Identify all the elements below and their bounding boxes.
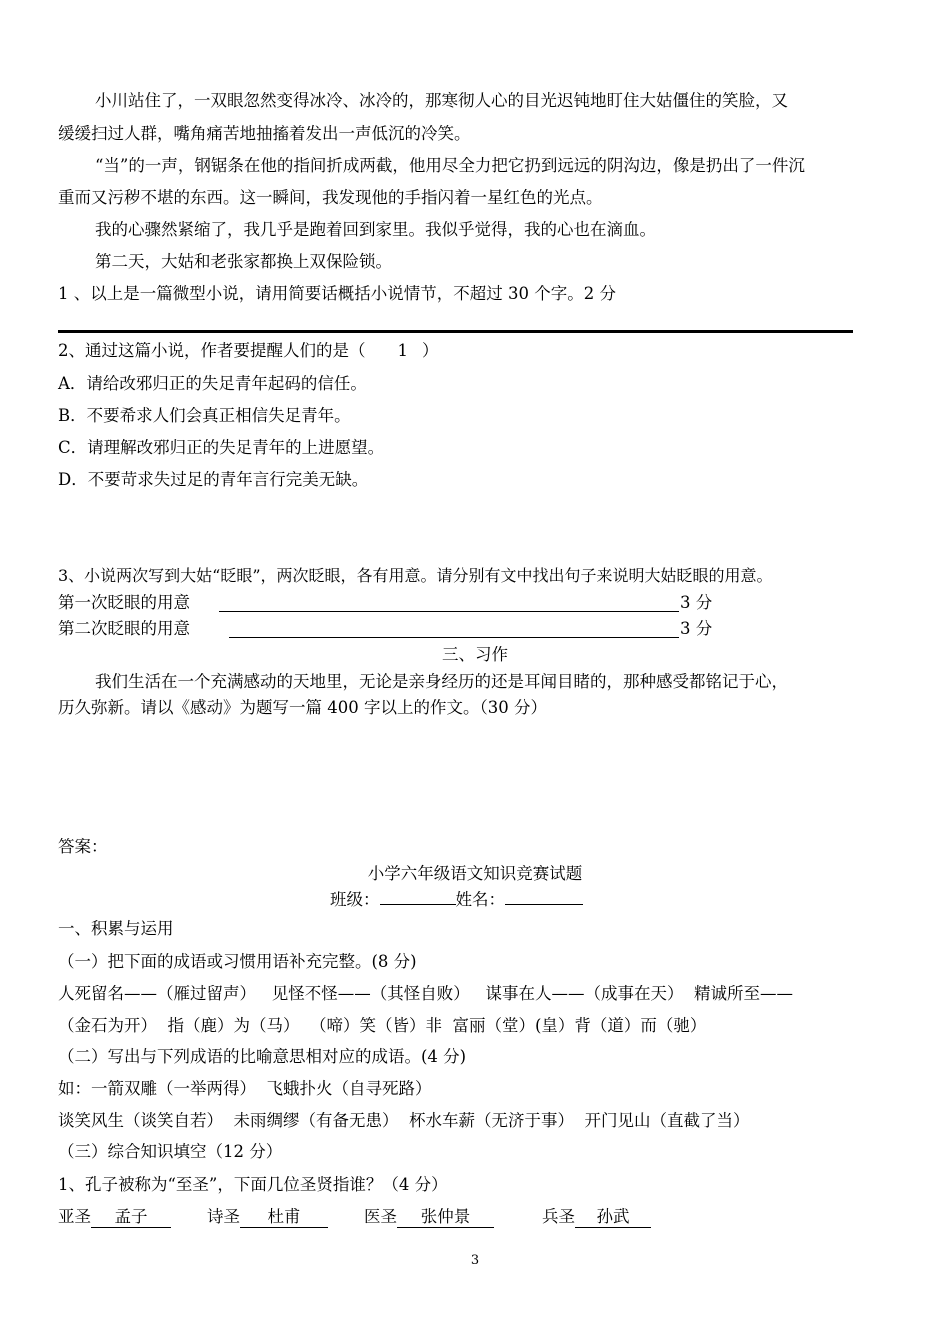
sage-answer-1: 孟子 (91, 1207, 171, 1228)
sage-answer-3: 张仲景 (397, 1207, 494, 1228)
question-3: 3、小说两次写到大姑“眨眼”，两次眨眼，各有用意。请分别有文中找出句子来说明大姑眨眼的用意。 (58, 566, 773, 585)
story-paragraph-2-line-2: 重而又污秽不堪的东西。这一瞬间，我发现他的手指闪着一星红色的光点。 (58, 188, 603, 207)
idiom-row-2: （金石为开） 指（鹿）为（马） （啼）笑（皆）非 富丽（堂）(皇）背（道）而（驰） (58, 1016, 707, 1035)
answers-title: 小学六年级语文知识竞赛试题 (367, 864, 583, 883)
story-paragraph-1-line-1: 小川站住了，一双眼忽然变得冰冷、冰冷的，那寒彻人心的目光迟钝地盯住大姑僵住的笑脸，又 (95, 91, 788, 110)
story-paragraph-2-line-1: “当”的一声，钢锯条在他的指间折成两截，他用尽全力把它扔到远远的阴沟边，像是扔出了一件沉 (95, 156, 805, 175)
sage-label-3: 医圣 (364, 1207, 397, 1226)
idiom-row-3: 如：一箭双雕（一举两得） 飞蛾扑火（自寻死路） (58, 1079, 432, 1098)
class-blank (380, 904, 456, 905)
composition-line-1: 我们生活在一个充满感动的天地里，无论是亲身经历的还是耳闻目睹的，那种感受都铭记于心， (95, 672, 788, 691)
name-label: 姓名： (455, 890, 505, 909)
q3-second-score: 3 分 (680, 619, 713, 638)
q3-first-blink-label: 第一次眨眼的用意 (58, 593, 190, 612)
subsection-3-heading: （三）综合知识填空（12 分） (58, 1142, 283, 1161)
subsection-1-heading: （一）把下面的成语或习惯用语补充完整。(8 分) (58, 952, 417, 971)
q3-second-blink-label: 第二次眨眼的用意 (58, 619, 190, 638)
option-a: A．请给改邪归正的失足青年起码的信任。 (58, 374, 367, 393)
option-d: D．不要苛求失过足的青年言行完美无缺。 (58, 470, 369, 489)
sage-answer-4: 孙武 (575, 1207, 651, 1228)
idiom-row-4: 谈笑风生（谈笑自若） 未雨绸缪（有备无患） 杯水车薪（无济于事） 开门见山（直截了当） (58, 1111, 750, 1130)
class-name-line (330, 889, 583, 911)
q3-first-score: 3 分 (680, 593, 713, 612)
composition-heading: 三、习作 (442, 645, 508, 664)
sage-label-1: 亚圣 (58, 1207, 91, 1226)
story-paragraph-1-line-2: 缓缓扫过人群，嘴角痛苦地抽搐着发出一声低沉的冷笑。 (58, 124, 471, 143)
sage-label-4: 兵圣 (542, 1207, 575, 1226)
question-2-text: 2、通过这篇小说，作者要提醒人们的是（ (58, 341, 366, 360)
question-2 (58, 340, 439, 362)
subsection-2-heading: （二）写出与下列成语的比喻意思相对应的成语。(4 分) (58, 1047, 467, 1066)
answer-line-q3-second (229, 637, 679, 638)
story-paragraph-4: 第二天，大姑和老张家都换上双保险锁。 (95, 252, 392, 271)
page-number: 3 (470, 1253, 480, 1268)
sage-row (58, 1206, 651, 1228)
idiom-row-1: 人死留名——（雁过留声） 见怪不怪——（其怪自败） 谋事在人——（成事在天） 精诚所至—— (58, 984, 793, 1003)
question-1: 1 、以上是一篇微型小说，请用简要话概括小说情节，不超过 30 个字。2 分 (58, 284, 616, 303)
q3-second-blink (58, 618, 190, 640)
class-label: 班级： (330, 890, 380, 909)
answer-line-q3-first (219, 611, 679, 612)
option-c: C．请理解改邪归正的失足青年的上进愿望。 (58, 438, 385, 457)
question-2-close: ） (422, 341, 439, 360)
answers-label: 答案： (58, 837, 108, 856)
name-blank (505, 904, 583, 905)
q3-first-blink (58, 592, 190, 614)
sage-answer-2: 杜甫 (240, 1207, 328, 1228)
question-2-answer: 1 (397, 341, 408, 360)
option-b: B．不要希求人们会真正相信失足青年。 (58, 406, 351, 425)
sage-question: 1、孔子被称为“至圣”，下面几位圣贤指谁？（4 分） (58, 1175, 448, 1194)
composition-line-2: 历久弥新。请以《感动》为题写一篇 400 字以上的作文。（30 分） (58, 698, 547, 717)
story-paragraph-3: 我的心骤然紧缩了，我几乎是跑着回到家里。我似乎觉得，我的心也在滴血。 (95, 220, 656, 239)
answer-line-q1 (58, 330, 853, 333)
sage-label-2: 诗圣 (207, 1207, 240, 1226)
section-1-heading: 一、积累与运用 (58, 919, 174, 938)
